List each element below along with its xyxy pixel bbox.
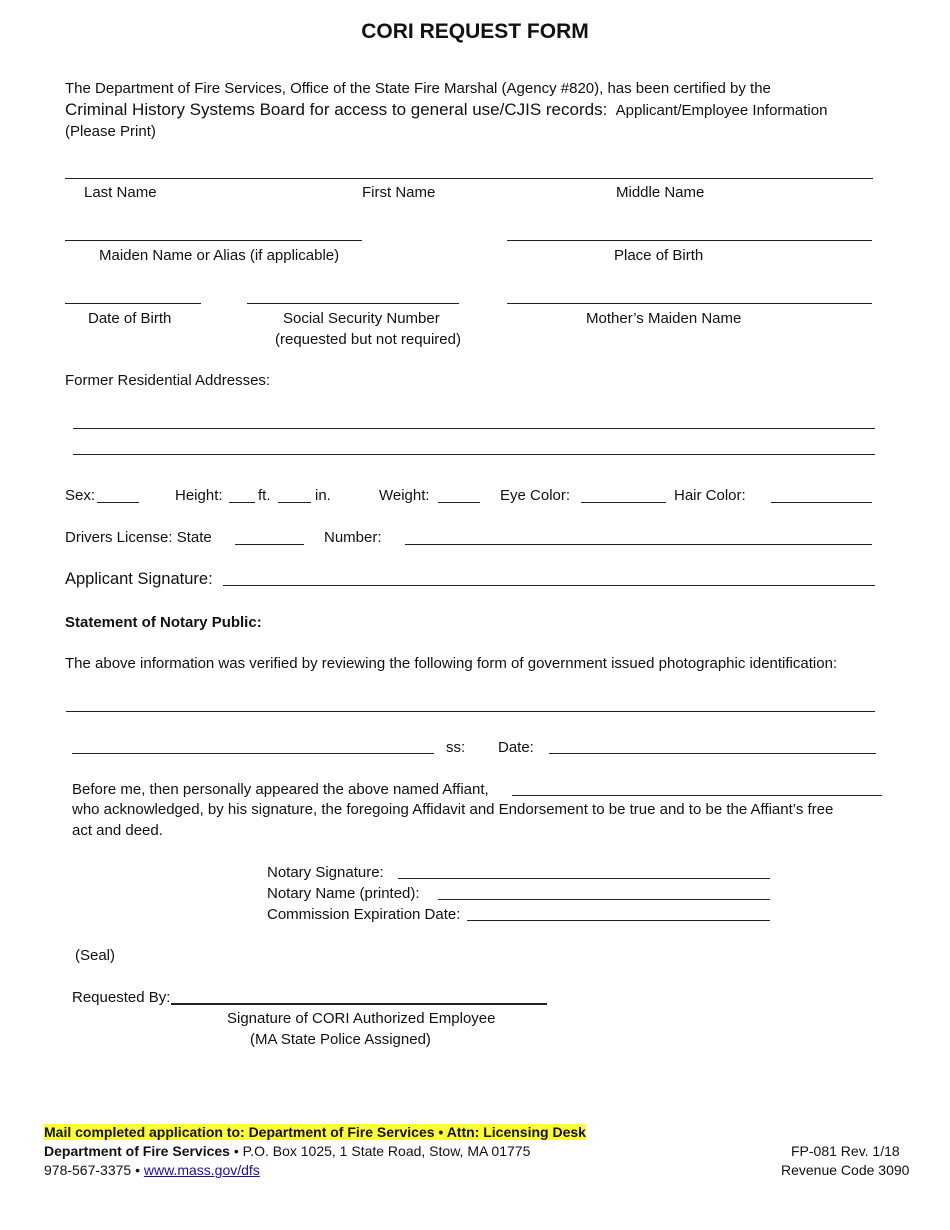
eye-color-label: Eye Color: xyxy=(500,487,571,504)
affiant-name-field[interactable] xyxy=(512,795,882,796)
mothers-maiden-label: Mother’s Maiden Name xyxy=(586,310,742,327)
applicant-signature-label: Applicant Signature: xyxy=(65,570,213,588)
notary-name-label: Notary Name (printed): xyxy=(267,885,420,902)
intro-line3: (Please Print) xyxy=(65,123,156,140)
requested-by-field[interactable] xyxy=(171,1003,547,1005)
notary-date-field[interactable] xyxy=(549,753,876,754)
license-state-field[interactable] xyxy=(235,544,304,545)
intro-line1: The Department of Fire Services, Office of the State Fire Marshal (Agency #820), has been certified by the xyxy=(65,80,771,97)
height-ft-field[interactable] xyxy=(229,502,255,503)
venue-field[interactable] xyxy=(72,753,434,754)
affiant-line1: Before me, then personally appeared the above named Affiant, xyxy=(72,781,489,798)
footer-phone: 978-567-3375 • xyxy=(44,1162,144,1178)
ssn-field[interactable] xyxy=(247,303,459,304)
seal-label: (Seal) xyxy=(75,947,116,964)
applicant-signature-field[interactable] xyxy=(223,585,875,586)
drivers-license-label: Drivers License: State xyxy=(65,529,212,546)
in-label: in. xyxy=(315,487,331,504)
website-link[interactable]: www.mass.gov/dfs xyxy=(143,1162,260,1178)
page-title: CORI REQUEST FORM xyxy=(361,20,589,43)
place-of-birth-field[interactable] xyxy=(507,240,872,241)
hair-color-field[interactable] xyxy=(771,502,872,503)
notary-heading: Statement of Notary Public: xyxy=(65,614,262,631)
maiden-name-label: Maiden Name or Alias (if applicable) xyxy=(99,247,340,264)
intro-line2: Criminal History Systems Board for access to general use/CJIS records: xyxy=(65,100,608,119)
weight-field[interactable] xyxy=(438,502,480,503)
license-number-field[interactable] xyxy=(405,544,872,545)
hair-color-label: Hair Color: xyxy=(674,487,746,504)
intro-line2b: Applicant/Employee Information xyxy=(615,102,828,119)
height-label: Height: xyxy=(175,487,223,504)
footer-mail-notice xyxy=(44,1124,586,1140)
height-in-field[interactable] xyxy=(278,502,311,503)
footer-dept-name: Department of Fire Services xyxy=(44,1143,230,1159)
affiant-line2: who acknowledged, by his signature, the foregoing Affidavit and Endorsement to be true and to be the Affiant’s free xyxy=(72,801,834,818)
verified-text: The above information was verified by reviewing the following form of government issued photographic identification: xyxy=(65,655,838,672)
notary-signature-field[interactable] xyxy=(398,878,770,879)
footer-contact-line xyxy=(44,1162,260,1178)
intro-text xyxy=(65,78,865,142)
ma-state-police-label: (MA State Police Assigned) xyxy=(250,1031,431,1048)
ft-label: ft. xyxy=(258,487,271,504)
license-number-label: Number: xyxy=(324,529,382,546)
mail-notice-highlight: Mail completed application to: Department of Fire Services • Attn: Licensing Desk xyxy=(44,1124,586,1140)
ss-label: ss: xyxy=(446,739,466,756)
footer-address: • P.O. Box 1025, 1 State Road, Stow, MA 01775 xyxy=(229,1143,531,1159)
notary-signature-label: Notary Signature: xyxy=(267,864,384,881)
eye-color-field[interactable] xyxy=(581,502,666,503)
notary-name-field[interactable] xyxy=(438,899,770,900)
name-line[interactable] xyxy=(65,178,873,179)
requested-by-label: Requested By: xyxy=(72,989,171,1006)
sex-field[interactable] xyxy=(97,502,139,503)
middle-name-label: Middle Name xyxy=(616,184,705,201)
date-of-birth-label: Date of Birth xyxy=(88,310,172,327)
date-of-birth-field[interactable] xyxy=(65,303,201,304)
last-name-label: Last Name xyxy=(84,184,157,201)
former-addresses-label: Former Residential Addresses: xyxy=(65,372,271,389)
ssn-note: (requested but not required) xyxy=(275,331,461,348)
sex-label: Sex: xyxy=(65,487,96,504)
date-label: Date: xyxy=(498,739,534,756)
commission-date-label: Commission Expiration Date: xyxy=(267,906,461,923)
revenue-code: Revenue Code 3090 xyxy=(781,1162,910,1178)
mothers-maiden-field[interactable] xyxy=(507,303,872,304)
ssn-label: Social Security Number xyxy=(283,310,440,327)
first-name-label: First Name xyxy=(362,184,436,201)
form-number: FP-081 Rev. 1/18 xyxy=(791,1143,900,1159)
footer-address-line xyxy=(44,1143,530,1159)
cori-signature-label: Signature of CORI Authorized Employee xyxy=(227,1010,496,1027)
id-description-field[interactable] xyxy=(66,711,875,712)
address-line-1[interactable] xyxy=(73,428,875,429)
place-of-birth-label: Place of Birth xyxy=(614,247,704,264)
address-line-2[interactable] xyxy=(73,454,875,455)
affiant-line3: act and deed. xyxy=(72,822,163,839)
commission-date-field[interactable] xyxy=(467,920,770,921)
weight-label: Weight: xyxy=(379,487,430,504)
maiden-name-field[interactable] xyxy=(65,240,362,241)
